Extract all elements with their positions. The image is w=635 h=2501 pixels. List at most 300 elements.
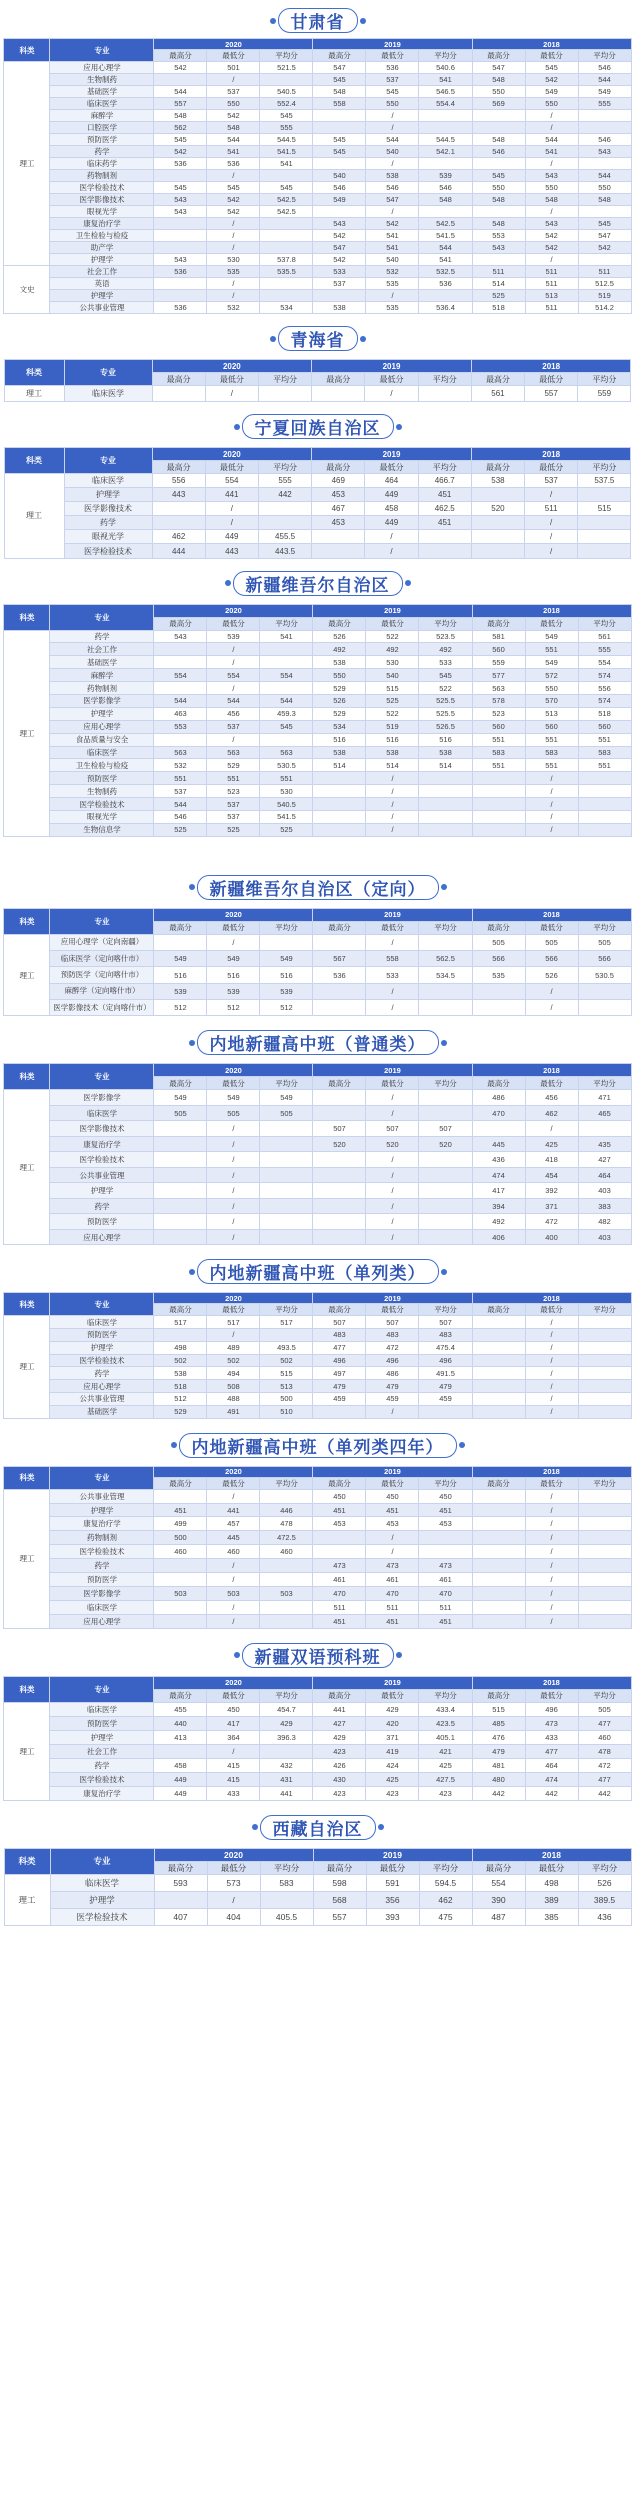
cell-score: 545: [578, 218, 631, 230]
cell-score: 541.5: [260, 811, 313, 824]
cell-score: 551: [260, 772, 313, 785]
cell-score: 505: [472, 934, 525, 950]
cell-score: 479: [313, 1380, 366, 1393]
cell-score: 545: [154, 182, 207, 194]
cell-score: [419, 290, 472, 302]
header-year: 2020: [154, 1848, 313, 1861]
cell-score: [578, 1531, 631, 1545]
table-row: [4, 194, 631, 206]
header-kind: 科类: [4, 1676, 50, 1702]
cell-score: 475.4: [419, 1341, 472, 1354]
cell-score: 442: [472, 1786, 525, 1800]
cell-major: 基础医学: [50, 1405, 154, 1418]
section-ningxia: [0, 414, 635, 559]
cell-score: /: [525, 1393, 578, 1406]
header-score-type: 最低分: [207, 1689, 260, 1702]
section-neidi-general: [0, 1030, 635, 1245]
cell-score: /: [366, 1090, 419, 1106]
cell-score: 529: [313, 682, 366, 695]
cell-score: 493.5: [260, 1341, 313, 1354]
header-score-type: 最高分: [312, 373, 365, 386]
cell-score: 479: [419, 1380, 472, 1393]
cell-score: [313, 823, 366, 836]
cell-major: 医学检验技术: [50, 1772, 154, 1786]
cell-score: [472, 1405, 525, 1418]
section-title: 新疆维吾尔自治区: [233, 571, 403, 596]
cell-score: /: [207, 1229, 260, 1245]
cell-score: [154, 656, 207, 669]
cell-score: /: [525, 1489, 578, 1503]
cell-score: 537.8: [260, 254, 313, 266]
table-row: [4, 951, 631, 967]
cell-score: [260, 1183, 313, 1199]
cell-score: 548: [154, 110, 207, 122]
cell-score: 526: [313, 630, 366, 643]
cell-major: 医学检验技术: [50, 798, 154, 811]
header-score-type: 最高分: [313, 1689, 366, 1702]
cell-score: 542.5: [260, 206, 313, 218]
cell-score: 512: [154, 1000, 207, 1016]
table-row: [4, 1600, 631, 1614]
cell-score: /: [525, 158, 578, 170]
cell-score: [578, 798, 631, 811]
header-year: 2018: [471, 360, 631, 373]
header-score-type: 平均分: [419, 617, 472, 630]
cell-score: 543: [154, 194, 207, 206]
cell-score: 429: [260, 1716, 313, 1730]
cell-kind: 理工: [4, 1489, 50, 1628]
cell-score: 464: [578, 1167, 631, 1183]
cell-score: 540.6: [419, 62, 472, 74]
header-year: 2018: [472, 1466, 631, 1477]
cell-score: 545: [260, 182, 313, 194]
header-score-type: 平均分: [578, 1861, 631, 1874]
cell-score: /: [365, 530, 418, 544]
cell-score: 492: [366, 643, 419, 656]
cell-score: 502: [260, 1354, 313, 1367]
header-score-type: 最低分: [525, 50, 578, 62]
cell-score: 430: [313, 1772, 366, 1786]
cell-score: 574: [578, 695, 631, 708]
cell-score: 516: [313, 733, 366, 746]
cell-score: [472, 1329, 525, 1342]
cell-score: 519: [578, 290, 631, 302]
cell-score: 383: [578, 1198, 631, 1214]
cell-kind: 理工: [4, 1702, 50, 1800]
cell-score: 541: [366, 230, 419, 242]
cell-score: 545: [472, 170, 525, 182]
cell-score: 536: [154, 302, 207, 314]
cell-score: [154, 1600, 207, 1614]
cell-score: [260, 1329, 313, 1342]
cell-major: 医学检验技术: [64, 544, 152, 558]
cell-score: /: [525, 530, 578, 544]
header-score-type: 平均分: [578, 373, 631, 386]
cell-kind: 理工: [4, 630, 50, 836]
cell-score: [472, 158, 525, 170]
cell-score: [472, 1531, 525, 1545]
cell-score: 454: [525, 1167, 578, 1183]
header-score-type: 最高分: [472, 1477, 525, 1489]
cell-score: 555: [578, 643, 631, 656]
table-row: [4, 122, 631, 134]
table-row: [4, 1152, 631, 1168]
cell-score: 535.5: [260, 266, 313, 278]
section-title: 甘肃省: [278, 8, 358, 33]
cell-score: [419, 1405, 472, 1418]
cell-score: 541: [260, 158, 313, 170]
cell-major: 临床医学: [50, 746, 154, 759]
cell-score: [260, 1744, 313, 1758]
cell-score: /: [207, 278, 260, 290]
cell-score: /: [366, 811, 419, 824]
cell-major: 预防医学: [50, 772, 154, 785]
table-row: [4, 695, 631, 708]
cell-score: 541.5: [419, 230, 472, 242]
cell-score: [419, 811, 472, 824]
cell-score: /: [525, 983, 578, 999]
cell-score: 519: [366, 720, 419, 733]
cell-score: 471: [578, 1090, 631, 1106]
header-score-type: 最低分: [366, 1077, 419, 1090]
section-title: 新疆维吾尔自治区（定向）: [197, 875, 439, 900]
cell-score: [260, 1214, 313, 1230]
cell-score: 480: [472, 1772, 525, 1786]
cell-score: [472, 983, 525, 999]
cell-score: /: [207, 1489, 260, 1503]
cell-score: 415: [207, 1772, 260, 1786]
cell-score: 554: [578, 656, 631, 669]
table-row: [4, 474, 631, 488]
cell-score: 459: [313, 1393, 366, 1406]
cell-score: 544: [154, 798, 207, 811]
cell-score: [260, 682, 313, 695]
cell-score: [578, 1503, 631, 1517]
header-score-type: 平均分: [260, 1077, 313, 1090]
header-major: 专业: [50, 1293, 154, 1316]
cell-score: /: [525, 798, 578, 811]
cell-score: 449: [154, 1786, 207, 1800]
cell-score: 492: [313, 643, 366, 656]
cell-score: 423: [313, 1744, 366, 1758]
cell-major: 卫生检验与检疫: [50, 230, 154, 242]
cell-score: 526: [578, 1874, 631, 1891]
cell-score: 451: [418, 488, 471, 502]
cell-score: 549: [313, 194, 366, 206]
cell-score: [578, 1517, 631, 1531]
table-row: [4, 1586, 631, 1600]
cell-score: /: [207, 1329, 260, 1342]
cell-score: 549: [525, 86, 578, 98]
header-year: 2019: [313, 1466, 472, 1477]
header-kind: 科类: [4, 604, 50, 630]
cell-score: [578, 772, 631, 785]
cell-major: 社会工作: [50, 266, 154, 278]
cell-score: [154, 682, 207, 695]
cell-score: 539: [260, 983, 313, 999]
cell-score: 461: [313, 1573, 366, 1587]
header-score-type: 平均分: [419, 1477, 472, 1489]
header-score-type: 平均分: [578, 1477, 631, 1489]
cell-score: 541: [366, 242, 419, 254]
cell-score: /: [525, 254, 578, 266]
header-score-type: 最高分: [154, 921, 207, 934]
cell-major: 英语: [50, 278, 154, 290]
cell-score: 460: [207, 1545, 260, 1559]
cell-score: 507: [313, 1316, 366, 1329]
cell-score: [260, 290, 313, 302]
cell-score: /: [366, 1405, 419, 1418]
cell-score: 429: [313, 1730, 366, 1744]
cell-score: [419, 1000, 472, 1016]
table-row: [4, 1367, 631, 1380]
cell-score: 550: [525, 98, 578, 110]
cell-major: 护理学: [50, 1891, 154, 1908]
table-row: [4, 1214, 631, 1230]
cell-score: 457: [207, 1517, 260, 1531]
cell-score: 513: [525, 290, 578, 302]
cell-score: [312, 544, 365, 558]
header-score-type: 最低分: [366, 50, 419, 62]
cell-score: 511: [313, 1600, 366, 1614]
cell-score: 544: [154, 86, 207, 98]
cell-score: [472, 1573, 525, 1587]
cell-score: 542: [525, 74, 578, 86]
cell-score: 417: [207, 1716, 260, 1730]
score-table: [3, 1466, 631, 1629]
cell-score: 403: [578, 1183, 631, 1199]
cell-score: 532: [154, 759, 207, 772]
header-score-type: 最高分: [313, 1304, 366, 1316]
cell-score: 536: [313, 967, 366, 983]
table-row: [4, 811, 631, 824]
cell-score: 545: [313, 74, 366, 86]
cell-score: [472, 1489, 525, 1503]
cell-score: 477: [313, 1341, 366, 1354]
cell-score: 460: [154, 1545, 207, 1559]
cell-score: [260, 1136, 313, 1152]
cell-score: [260, 656, 313, 669]
cell-score: 459: [419, 1393, 472, 1406]
cell-score: 572: [525, 669, 578, 682]
cell-score: /: [366, 1152, 419, 1168]
cell-score: 507: [419, 1121, 472, 1137]
header-score-type: 最高分: [154, 1861, 207, 1874]
cell-score: /: [525, 1503, 578, 1517]
cell-score: 459: [366, 1393, 419, 1406]
header-kind: 科类: [4, 448, 64, 474]
cell-score: 546: [472, 146, 525, 158]
header-year: 2019: [313, 1676, 472, 1689]
table-row: [4, 983, 631, 999]
cell-score: 453: [312, 516, 365, 530]
score-table: [3, 604, 631, 837]
cell-score: [154, 643, 207, 656]
table-row: [4, 1405, 631, 1418]
cell-score: /: [207, 643, 260, 656]
section-title: 新疆双语预科班: [242, 1643, 394, 1668]
cell-score: 462: [152, 530, 205, 544]
header-score-type: 最高分: [472, 1077, 525, 1090]
table-row: [4, 1786, 631, 1800]
cell-score: 463: [154, 707, 207, 720]
cell-score: [472, 823, 525, 836]
cell-major: 临床医学: [50, 98, 154, 110]
cell-score: 520: [419, 1136, 472, 1152]
cell-score: 455: [154, 1702, 207, 1716]
cell-score: [472, 1586, 525, 1600]
cell-score: 536: [207, 158, 260, 170]
cell-score: 516: [207, 967, 260, 983]
cell-score: 473: [419, 1559, 472, 1573]
cell-score: /: [366, 934, 419, 950]
cell-score: 544: [154, 695, 207, 708]
table-row: [4, 1772, 631, 1786]
cell-score: 549: [207, 1090, 260, 1106]
cell-score: [260, 242, 313, 254]
cell-score: /: [366, 798, 419, 811]
cell-score: 485: [472, 1716, 525, 1730]
section-title-wrap: [0, 1259, 635, 1284]
header-score-type: 平均分: [418, 373, 471, 386]
cell-score: 539: [207, 630, 260, 643]
cell-score: 540.5: [260, 798, 313, 811]
cell-score: [578, 823, 631, 836]
cell-score: 510: [260, 1405, 313, 1418]
cell-score: 545: [313, 134, 366, 146]
section-xinjiang: [0, 571, 635, 837]
cell-score: 455.5: [258, 530, 311, 544]
cell-score: 478: [260, 1517, 313, 1531]
cell-score: 514: [366, 759, 419, 772]
score-table: [4, 359, 632, 402]
header-score-type: 平均分: [578, 921, 631, 934]
cell-score: 537: [207, 811, 260, 824]
cell-score: 450: [366, 1489, 419, 1503]
header-year: 2020: [154, 1676, 313, 1689]
cell-score: 522: [366, 707, 419, 720]
cell-score: 433: [207, 1786, 260, 1800]
score-table: [3, 1292, 631, 1418]
cell-major: 麻醉学: [50, 669, 154, 682]
cell-major: 麻醉学: [50, 110, 154, 122]
header-kind: 科类: [4, 1848, 50, 1874]
cell-score: /: [366, 1105, 419, 1121]
cell-score: /: [525, 1545, 578, 1559]
cell-score: [578, 206, 631, 218]
cell-score: 526: [525, 967, 578, 983]
header-major: 专业: [50, 1848, 154, 1874]
cell-score: [152, 502, 205, 516]
cell-score: 444: [152, 544, 205, 558]
header-score-type: 平均分: [419, 1304, 472, 1316]
cell-score: 549: [260, 951, 313, 967]
cell-score: /: [207, 170, 260, 182]
cell-score: 557: [525, 386, 578, 402]
cell-score: /: [207, 1559, 260, 1573]
cell-score: 473: [313, 1559, 366, 1573]
cell-score: [578, 1600, 631, 1614]
cell-score: 551: [472, 733, 525, 746]
cell-score: 553: [154, 720, 207, 733]
cell-score: 540: [366, 254, 419, 266]
cell-score: 473: [366, 1559, 419, 1573]
cell-score: 544: [366, 134, 419, 146]
cell-score: 563: [260, 746, 313, 759]
cell-score: 554.4: [419, 98, 472, 110]
cell-score: [260, 643, 313, 656]
cell-score: 550: [578, 182, 631, 194]
header-score-type: 平均分: [260, 50, 313, 62]
cell-score: 451: [418, 516, 471, 530]
cell-score: 427: [578, 1152, 631, 1168]
cell-score: 433.4: [419, 1702, 472, 1716]
cell-score: 594.5: [419, 1874, 472, 1891]
cell-score: 537: [154, 785, 207, 798]
cell-score: 441: [205, 488, 258, 502]
cell-score: /: [525, 1000, 578, 1016]
header-score-type: 最低分: [207, 50, 260, 62]
cell-score: /: [207, 1214, 260, 1230]
cell-score: 451: [366, 1503, 419, 1517]
cell-score: [578, 516, 631, 530]
cell-score: 515: [366, 682, 419, 695]
cell-score: 546: [313, 182, 366, 194]
header-score-type: 最高分: [472, 921, 525, 934]
cell-score: 451: [419, 1614, 472, 1628]
cell-score: [472, 1503, 525, 1517]
cell-score: 548: [207, 122, 260, 134]
cell-score: 389.5: [578, 1891, 631, 1908]
cell-score: 451: [313, 1614, 366, 1628]
cell-major: 药学: [50, 1559, 154, 1573]
cell-score: [419, 772, 472, 785]
cell-score: 477: [578, 1772, 631, 1786]
cell-kind: 理工: [4, 62, 50, 266]
cell-score: [260, 230, 313, 242]
cell-score: [419, 1105, 472, 1121]
score-table: [4, 1848, 632, 1926]
section-title-wrap: [0, 326, 635, 351]
header-score-type: 最低分: [366, 1861, 419, 1874]
header-score-type: 最高分: [154, 50, 207, 62]
cell-score: 530: [207, 254, 260, 266]
cell-score: 481: [472, 1758, 525, 1772]
header-score-type: 最低分: [525, 1861, 578, 1874]
cell-major: 药学: [50, 1758, 154, 1772]
cell-major: 公共事业管理: [50, 302, 154, 314]
cell-score: 518: [154, 1380, 207, 1393]
table-row: [4, 759, 631, 772]
table-row: [4, 1503, 631, 1517]
cell-major: 护理学: [50, 1503, 154, 1517]
cell-score: [578, 785, 631, 798]
cell-score: /: [366, 110, 419, 122]
cell-score: 520: [471, 502, 524, 516]
cell-score: 418: [525, 1152, 578, 1168]
cell-score: [260, 1198, 313, 1214]
cell-score: [260, 1167, 313, 1183]
cell-score: [578, 122, 631, 134]
table-row: [4, 1531, 631, 1545]
cell-score: 502: [154, 1354, 207, 1367]
cell-major: 药学: [50, 1367, 154, 1380]
cell-score: 512: [154, 1393, 207, 1406]
cell-score: 505: [154, 1105, 207, 1121]
header-year: 2018: [472, 1676, 631, 1689]
cell-score: 542.5: [419, 218, 472, 230]
cell-score: 563: [154, 746, 207, 759]
